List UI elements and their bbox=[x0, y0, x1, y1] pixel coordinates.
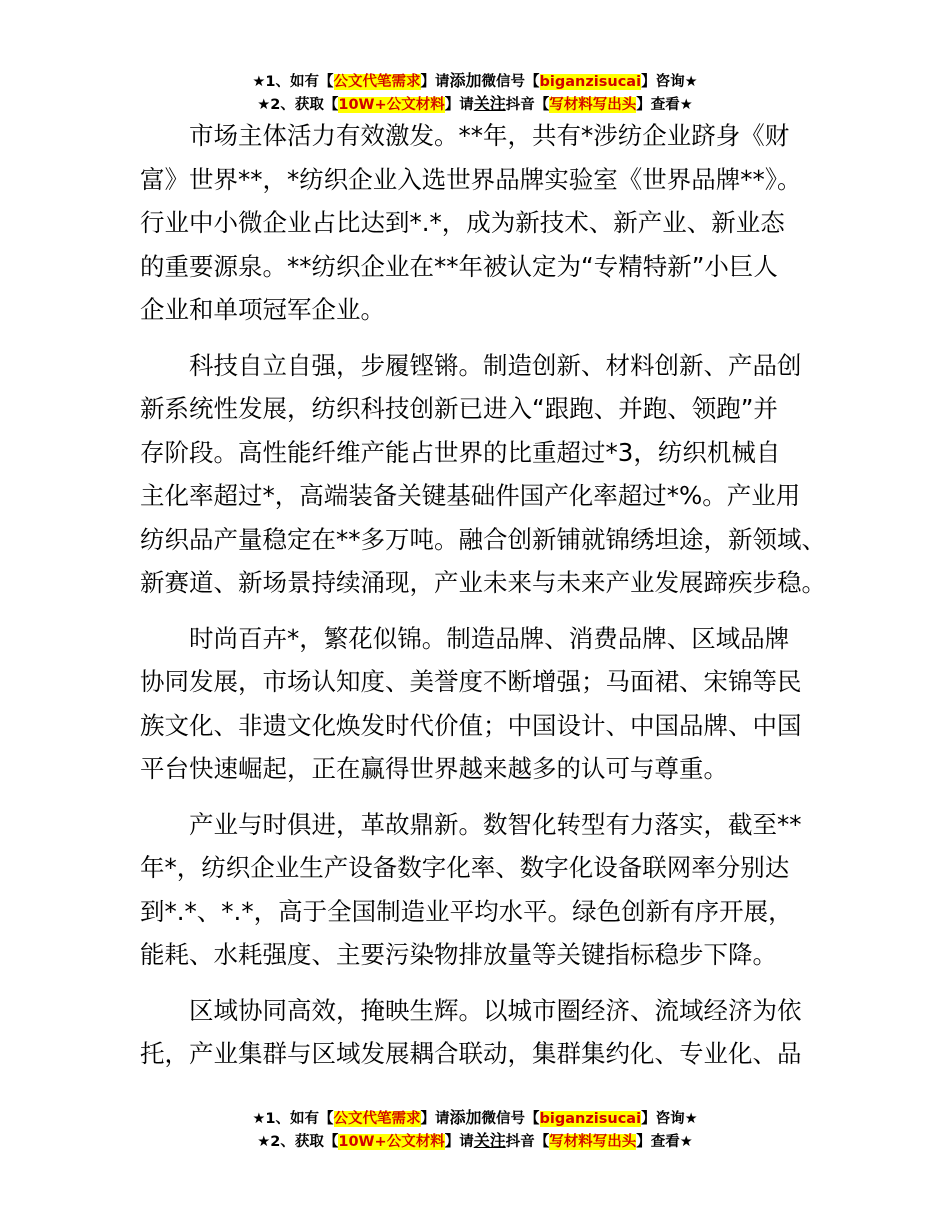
text-line: 主化率超过*，高端装备关键基础件国产化率超过*%。产业用 bbox=[140, 481, 801, 510]
text-line: 企业和单项冠军企业。 bbox=[140, 295, 385, 324]
footer-banner bbox=[0, 1107, 950, 1153]
banner-douyin-id: 写材料写出头 bbox=[549, 1134, 637, 1150]
banner-text: ★2、获取【 bbox=[257, 97, 339, 113]
text-line: 区域协同高效，掩映生辉。以城市圈经济、流域经济为依 bbox=[189, 995, 802, 1025]
text-line: 能耗、水耗强度、主要污染物排放量等关键指标稳步下降。 bbox=[140, 940, 777, 969]
banner-line-1 bbox=[0, 1107, 950, 1130]
banner-wechat-id: biganzisucai bbox=[539, 1111, 642, 1127]
paragraph-region bbox=[140, 989, 830, 1076]
banner-text: 】请 bbox=[420, 74, 450, 90]
text-line: 纺织品产量稳定在**多万吨。融合创新铺就锦绣坦途，新领域、 bbox=[140, 524, 826, 554]
banner-text: 】请 bbox=[444, 97, 474, 113]
banner-highlight: 公文代笔需求 bbox=[333, 74, 421, 90]
text-line: 平台快速崛起，正在赢得世界越来越多的认可与尊重。 bbox=[140, 754, 728, 783]
banner-text: ★1、如有【 bbox=[252, 1111, 334, 1127]
banner-text: 微信号【 bbox=[481, 1111, 540, 1127]
paragraph-technology bbox=[140, 344, 830, 605]
banner-line-1 bbox=[0, 70, 950, 93]
banner-line-2 bbox=[0, 1130, 950, 1153]
banner-text: 微信号【 bbox=[481, 74, 540, 90]
banner-text: 】咨询★ bbox=[641, 1111, 698, 1127]
banner-highlight: 公文代笔需求 bbox=[333, 1111, 421, 1127]
text-line: 到*.*、*.*，高于全国制造业平均水平。绿色创新有序开展， bbox=[140, 896, 793, 926]
banner-emphasis: 添加 bbox=[449, 1108, 482, 1127]
paragraph-fashion bbox=[140, 617, 830, 791]
text-line: 产业与时俱进，革故鼎新。数智化转型有力落实，截至** bbox=[189, 809, 802, 839]
banner-highlight: 10W+公文材料 bbox=[338, 1134, 445, 1150]
banner-highlight: 10W+公文材料 bbox=[338, 97, 445, 113]
text-line: 存阶段。高性能纤维产能占世界的比重超过*3，纺织机械自 bbox=[140, 437, 781, 467]
document-body bbox=[140, 114, 830, 1088]
text-line: 市场主体活力有效激发。**年，共有*涉纺企业跻身《财 bbox=[189, 121, 790, 150]
banner-text: 】请 bbox=[420, 1111, 450, 1127]
banner-text: 抖音【 bbox=[505, 97, 550, 113]
text-line: 的重要源泉。**纺织企业在**年被认定为“专精特新”小巨人 bbox=[140, 251, 778, 281]
banner-text: ★1、如有【 bbox=[252, 74, 334, 90]
text-line: 新系统性发展，纺织科技创新已进入“跟跑、并跑、领跑”并 bbox=[140, 394, 778, 423]
text-line: 新赛道、新场景持续涌现，产业未来与未来产业发展蹄疾步稳。 bbox=[140, 568, 826, 597]
banner-emphasis: 添加 bbox=[449, 71, 482, 90]
banner-text: ★2、获取【 bbox=[257, 1134, 339, 1150]
banner-douyin-id: 写材料写出头 bbox=[549, 97, 637, 113]
banner-emphasis: 关注 bbox=[473, 94, 506, 113]
text-line: 时尚百卉*，繁花似锦。制造品牌、消费品牌、区域品牌 bbox=[189, 623, 790, 653]
banner-line-2 bbox=[0, 93, 950, 116]
banner-text: 】查看★ bbox=[636, 1134, 693, 1150]
header-banner bbox=[0, 70, 950, 116]
text-line: 族文化、非遗文化焕发时代价值；中国设计、中国品牌、中国 bbox=[140, 710, 802, 740]
text-line: 协同发展，市场认知度、美誉度不断增强；马面裙、宋锦等民 bbox=[140, 667, 802, 696]
text-line: 科技自立自强，步履铿锵。制造创新、材料创新、产品创 bbox=[189, 350, 802, 380]
banner-wechat-id: biganzisucai bbox=[539, 74, 642, 90]
paragraph-market bbox=[140, 114, 830, 332]
banner-emphasis: 关注 bbox=[473, 1131, 506, 1150]
banner-text: 】咨询★ bbox=[641, 74, 698, 90]
paragraph-industry bbox=[140, 803, 830, 977]
text-line: 行业中小微企业占比达到*.*，成为新技术、新产业、新业态 bbox=[140, 208, 785, 237]
banner-text: 抖音【 bbox=[505, 1134, 550, 1150]
text-line: 富》世界**，*纺织企业入选世界品牌实验室《世界品牌**》。 bbox=[140, 164, 802, 194]
banner-text: 】查看★ bbox=[636, 97, 693, 113]
banner-text: 】请 bbox=[444, 1134, 474, 1150]
text-line: 年*，纺织企业生产设备数字化率、数字化设备联网率分别达 bbox=[140, 853, 790, 882]
text-line: 托，产业集群与区域发展耦合联动，集群集约化、专业化、品 bbox=[140, 1039, 802, 1068]
